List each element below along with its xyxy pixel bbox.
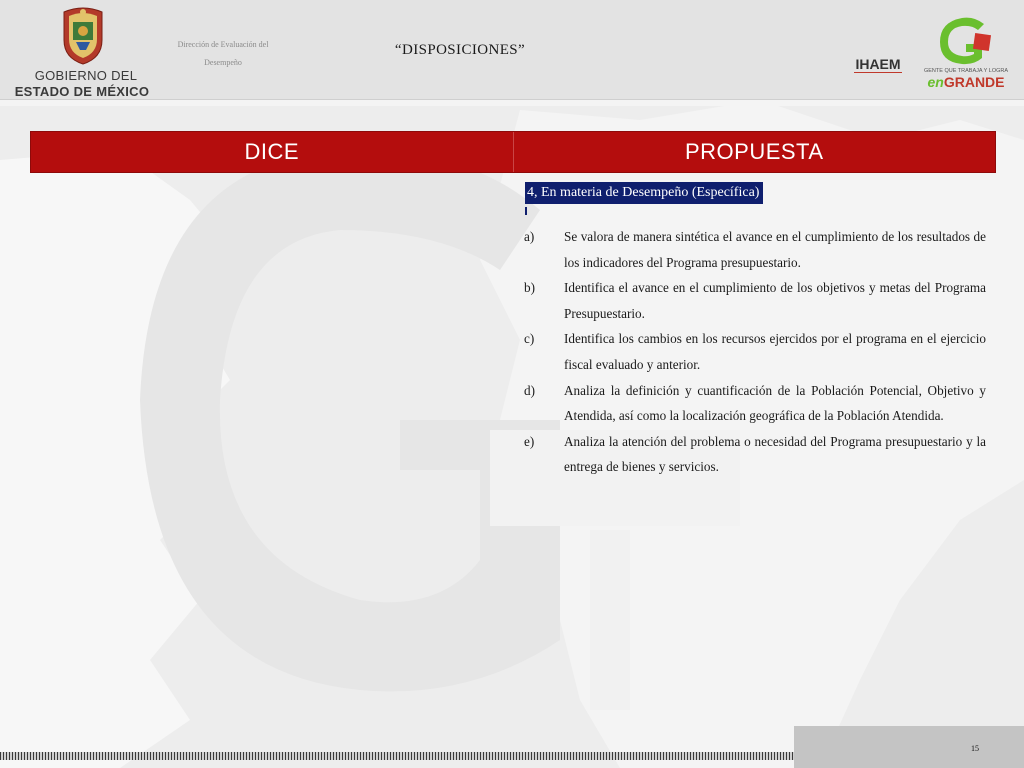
engrande-logo xyxy=(918,14,1014,92)
ihaem-logo-rule xyxy=(854,72,902,73)
engrande-grande: GRANDE xyxy=(943,74,1005,90)
list-item-text: Identifica los cambios en los recursos ejercidos por el programa en el ejercicio fiscal evaluado y anterior. xyxy=(564,331,986,372)
proposal-heading: 4, En materia de Desempeño (Específica) xyxy=(525,182,763,204)
header-divider xyxy=(0,100,1024,106)
engrande-en: en xyxy=(927,74,944,90)
government-name-line1: GOBIERNO DEL xyxy=(34,68,138,83)
proposal-list xyxy=(524,224,986,480)
list-item xyxy=(524,429,986,480)
state-coat-of-arms-icon xyxy=(58,6,108,66)
engrande-wordmark xyxy=(918,74,1014,90)
ihaem-logo-text: IHAEM xyxy=(855,56,901,72)
engrande-g-icon xyxy=(918,14,1014,68)
list-item xyxy=(524,326,986,377)
column-header-dice: DICE xyxy=(244,139,300,164)
list-item-text: Se valora de manera sintética el avance en el cumplimiento de los resultados de los indicadores del Programa presupuestario. xyxy=(564,229,986,270)
department-name: Dirección de Evaluación del Desempeño xyxy=(177,40,269,67)
page-number: 15 xyxy=(971,744,979,753)
list-item-label: b) xyxy=(524,280,535,296)
list-item-label: a) xyxy=(524,229,535,244)
list-item-text: Analiza la definición y cuantificación de la Población Potencial, Objetivo y Atendida, así como la localización geográfica de la Población Atendida. xyxy=(564,382,986,424)
text-cursor-mark xyxy=(525,207,527,215)
list-item xyxy=(524,275,986,326)
list-item-label: e) xyxy=(524,433,535,449)
list-item xyxy=(524,378,986,429)
slide-title: “DISPOSICIONES” xyxy=(394,42,526,58)
engrande-tagline: GENTE QUE TRABAJA Y LOGRA xyxy=(923,68,1009,74)
comparison-table-header xyxy=(30,131,996,173)
list-item-label: d) xyxy=(524,382,535,398)
list-item-text: Identifica el avance en el cumplimiento de los objetivos y metas del Programa Presupuestario. xyxy=(564,280,986,321)
ihaem-logo xyxy=(848,56,908,84)
list-item xyxy=(524,224,986,275)
list-item-text: Analiza la atención del problema o necesidad del Programa presupuestario y la entrega de bienes y servicios. xyxy=(564,433,986,475)
list-item-label: c) xyxy=(524,331,535,347)
government-name-line2: ESTADO DE MÉXICO xyxy=(14,84,150,99)
government-logo xyxy=(8,6,150,99)
column-header-propuesta: PROPUESTA xyxy=(513,132,996,172)
